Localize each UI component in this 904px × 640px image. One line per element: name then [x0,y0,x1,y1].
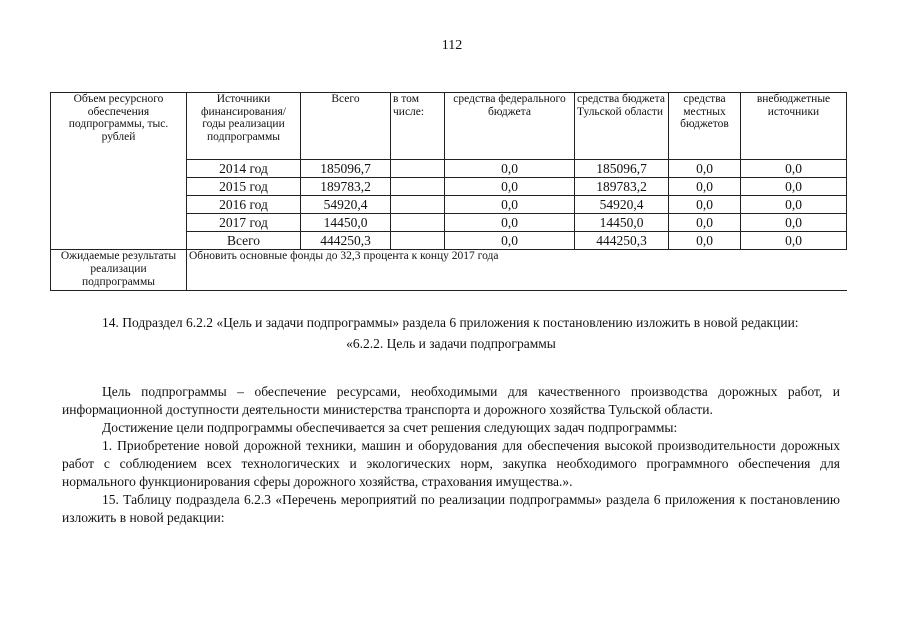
regional-cell: 54920,4 [575,196,669,214]
table-header-row [51,93,847,160]
regional-cell: 14450,0 [575,214,669,232]
text-section-goals [62,383,840,527]
regional-cell: 189783,2 [575,178,669,196]
total-cell: 54920,4 [301,196,391,214]
text-section [62,314,840,353]
extra-cell: 0,0 [741,196,847,214]
blank-cell [51,214,187,232]
federal-cell: 0,0 [445,160,575,178]
empty-cell [391,232,445,250]
blank-cell [51,178,187,196]
year-cell: Всего [187,232,301,250]
paragraph-15: 15. Таблицу подраздела 6.2.3 «Перечень мероприятий по реализации подпрограммы» раздела 6 приложения к постановлению изложить в новой редакции: [62,492,840,525]
header-total: Всего [301,93,391,160]
blank-cell [51,196,187,214]
federal-cell: 0,0 [445,214,575,232]
year-cell: 2014 год [187,160,301,178]
local-cell: 0,0 [669,178,741,196]
year-cell: 2016 год [187,196,301,214]
regional-cell: 444250,3 [575,232,669,250]
results-label: Ожидаемые результаты реализации подпрограммы [51,250,187,291]
table-row [51,160,847,178]
paragraph-task-1: 1. Приобретение новой дорожной техники, машин и оборудования для обеспечения высокой производительности дорожных работ с соблюдением всех технологических и экологических норм, закупка необходимого программного обеспечения для нормального функционирования сферы дорожного хозяйства, страхования имущества.». [62,438,840,489]
extra-cell: 0,0 [741,178,847,196]
table-row [51,196,847,214]
row-label-resource: Объем ресурсного обеспечения подпрограммы, тыс. рублей [51,93,187,160]
year-cell: 2017 год [187,214,301,232]
federal-cell: 0,0 [445,232,575,250]
table-row [51,214,847,232]
results-text: Обновить основные фонды до 32,3 процента к концу 2017 года [187,250,847,291]
federal-cell: 0,0 [445,196,575,214]
table-row-total [51,232,847,250]
blank-cell [51,160,187,178]
federal-cell: 0,0 [445,178,575,196]
local-cell: 0,0 [669,196,741,214]
extra-cell: 0,0 [741,160,847,178]
table-row [51,178,847,196]
paragraph-achieve: Достижение цели подпрограммы обеспечивается за счет решения следующих задач подпрограммы: [102,420,678,435]
extra-cell: 0,0 [741,232,847,250]
extra-cell: 0,0 [741,214,847,232]
regional-cell: 185096,7 [575,160,669,178]
paragraph-14: 14. Подраздел 6.2.2 «Цель и задачи подпрограммы» раздела 6 приложения к постановлению изложить в новой редакции: [102,315,799,330]
total-cell: 444250,3 [301,232,391,250]
local-cell: 0,0 [669,160,741,178]
total-cell: 189783,2 [301,178,391,196]
header-local: средства местных бюджетов [669,93,741,160]
results-row [51,250,847,291]
blank-cell [51,232,187,250]
year-cell: 2015 год [187,178,301,196]
paragraph-goal: Цель подпрограммы – обеспечение ресурсами, необходимыми для качественного производства дорожных работ, и информационной доступности деятельности министерства транспорта и дорожного хозяйства Тульской области. [62,384,840,417]
local-cell: 0,0 [669,232,741,250]
header-extra: внебюджетные источники [741,93,847,160]
empty-cell [391,214,445,232]
empty-cell [391,178,445,196]
total-cell: 14450,0 [301,214,391,232]
subsection-heading: «6.2.2. Цель и задачи подпрограммы [346,336,556,351]
header-including: в том числе: [391,93,445,160]
total-cell: 185096,7 [301,160,391,178]
empty-cell [391,196,445,214]
funding-table [50,92,847,291]
header-federal: средства федерального бюджета [445,93,575,160]
local-cell: 0,0 [669,214,741,232]
page-number: 112 [441,38,463,53]
header-regional: средства бюджета Тульской области [575,93,669,160]
header-sources: Источники финансирования/ годы реализации подпрограммы [187,93,301,160]
empty-cell [391,160,445,178]
